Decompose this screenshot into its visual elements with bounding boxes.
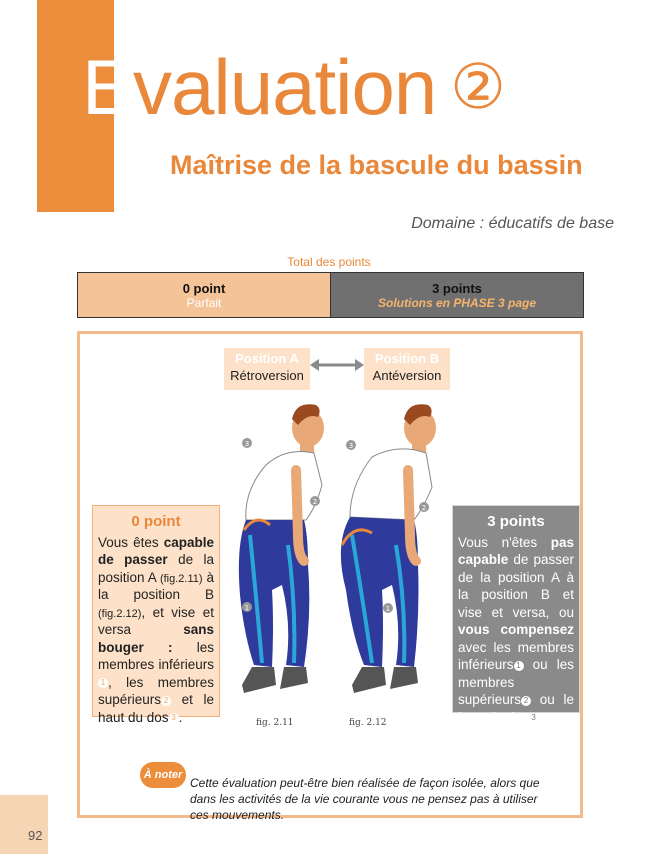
title-first-letter: E: [82, 43, 134, 131]
score-three-desc: Solutions en PHASE 3 page: [377, 295, 537, 310]
marker-1-fig2: 1: [385, 605, 391, 613]
marker-3-icon: 3: [529, 713, 539, 723]
marker-1-icon: 1: [514, 661, 524, 671]
panel-zero-text: Vous êtes: [98, 534, 164, 550]
double-arrow-icon: [310, 358, 364, 372]
total-points-label: Total des points: [287, 255, 371, 269]
marker-2-fig2: 2: [421, 504, 427, 512]
note-badge: À noter: [140, 762, 186, 788]
figure-caption-2: fig. 2.12: [349, 718, 387, 728]
panel-three-bold: vous compensez: [458, 622, 574, 638]
posture-illustration: [226, 395, 446, 713]
panel-zero-fig-ref: (fig.2.12): [98, 607, 142, 620]
score-table: [77, 272, 584, 318]
figure-retroversion: [239, 404, 324, 693]
marker-3-fig2: 3: [348, 442, 354, 450]
panel-zero-text: , les membres supérieurs: [98, 674, 214, 708]
score-three-points: 3 points: [432, 280, 482, 296]
score-zero-points: 0 point: [182, 280, 226, 296]
position-b-head: Position B: [374, 351, 440, 366]
panel-three-text: .: [538, 709, 543, 725]
panel-three-points: [452, 505, 580, 725]
panel-three-text: ou les membres supérieurs: [458, 657, 574, 708]
panel-three-body: [458, 534, 574, 727]
note-text: Cette évaluation peut-être bien réalisée de façon isolée, alors que dans les activités de la vie courante vous ne pensez pas à utiliser ces mouvements.: [190, 776, 540, 823]
score-three-cell: [330, 273, 583, 317]
panel-zero-bold: sans bouger :: [98, 622, 214, 655]
panel-three-title: 3 points: [487, 513, 545, 530]
panel-zero-title: 0 point: [131, 513, 181, 530]
position-a-box: [224, 348, 310, 390]
position-a-head: Position A: [235, 351, 299, 366]
page-subtitle: Maîtrise de la bascule du bassin: [170, 150, 583, 180]
marker-2-icon: 2: [521, 696, 531, 706]
panel-zero-text: les membres inférieurs: [98, 639, 215, 673]
panel-three-text: ou le haut du dos: [458, 692, 574, 725]
page-title: [82, 42, 505, 133]
page-number-tab: [0, 795, 48, 854]
title-number: ②: [450, 53, 505, 122]
title-rest: valuation: [133, 43, 437, 131]
figure-caption-1: fig. 2.11: [256, 718, 294, 728]
panel-zero-text: de la position A: [98, 552, 214, 585]
panel-zero-point: [92, 505, 220, 725]
panel-three-text: avec les membres inférieurs: [458, 639, 574, 673]
panel-three-text: Vous n'êtes: [458, 534, 551, 550]
marker-2-fig1: 2: [312, 498, 318, 506]
marker-2-icon: 2: [161, 696, 171, 706]
score-zero-desc: Parfait: [186, 295, 222, 310]
panel-zero-fig-ref: (fig.2.11): [159, 572, 203, 585]
panel-zero-text: .: [178, 709, 183, 725]
position-b-sub: Antéversion: [372, 368, 442, 383]
score-zero-cell: [78, 273, 330, 317]
marker-1-fig1: 1: [244, 604, 250, 612]
marker-1-icon: 1: [98, 678, 108, 688]
panel-zero-text: à la position B: [98, 569, 214, 603]
panel-zero-body: [98, 534, 214, 727]
position-a-sub: Rétroversion: [230, 368, 304, 383]
panel-zero-bold: capable de passer: [98, 534, 214, 568]
panel-three-text: de passer de la position A à la position B et vise et versa, ou: [458, 552, 574, 620]
marker-3-fig1: 3: [244, 440, 250, 448]
position-b-box: [364, 348, 450, 390]
panel-zero-text: et le haut du dos: [98, 692, 214, 725]
panel-zero-text: , et vise et versa: [98, 604, 214, 638]
page-number: 92: [28, 828, 43, 843]
marker-3-icon: 3: [169, 713, 179, 723]
panel-three-bold: pas capable: [458, 534, 574, 568]
domain-label: Domaine : éducatifs de base: [411, 215, 614, 232]
